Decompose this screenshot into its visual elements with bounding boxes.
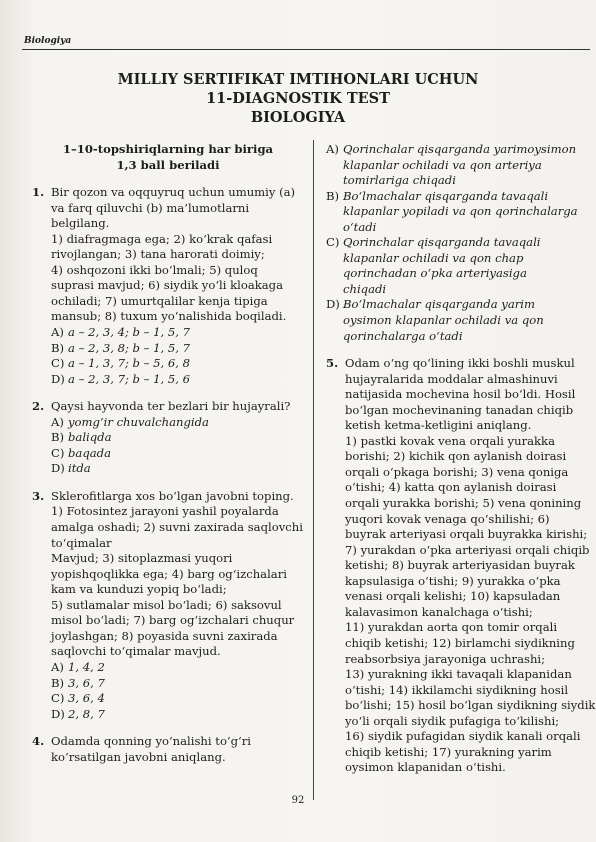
question-text-line: 13) yurakning ikki tavaqali klapanidan <box>345 667 572 682</box>
question-1 <box>32 185 304 387</box>
option-text: itda <box>68 461 91 476</box>
answer-option-c[interactable] <box>51 356 304 372</box>
question-text-line: buyrak arteriyasi orqali buyrakka kirishi; <box>345 527 588 542</box>
question-text-line: chiqib ketishi; 12) birlamchi siydikning <box>345 635 575 650</box>
option-label: D) <box>51 461 65 476</box>
question-text-line: ko‘rsatilgan javobni aniqlang. <box>51 749 226 764</box>
option-text-line: Qorinchalar qisqarganda tavaqali <box>343 235 541 250</box>
question-text-line: Sklerofitlarga xos bo‘lgan javobni toping. <box>51 488 294 503</box>
question-text-line: 5) sutlamalar misol bo‘ladi; 6) saksovul <box>51 597 282 612</box>
answer-option-b[interactable] <box>51 676 304 692</box>
option-text-line: Bo‘lmachalar qisqarganda yarim <box>343 297 535 312</box>
option-label: C) <box>51 445 65 460</box>
question-text-line: 1) Fotosintez jarayoni yashil poyalarda <box>51 504 279 519</box>
question-text-line: 1) diafragmaga ega; 2) ko‘krak qafasi <box>51 231 273 246</box>
section-note-line: 1,3 ball beriladi <box>116 157 220 172</box>
option-label: B) <box>51 340 65 355</box>
answer-options <box>51 325 304 387</box>
question-text-line: suprasi mavjud; 6) siydik yo‘li kloakaga <box>51 278 284 293</box>
question-text-line: o‘tishi; 14) ikkilamchi siydikning hosil <box>345 682 569 697</box>
option-text-line: klapanlar yopiladi va qon qorinchalarga <box>343 204 578 219</box>
question-text-line: 1) pastki kovak vena orqali yurakka <box>345 433 555 448</box>
question-text-line: borishi; 2) kichik qon aylanish doirasi <box>345 449 567 464</box>
option-text: a – 2, 3, 7; b – 1, 5, 6 <box>68 371 191 386</box>
option-text: a – 2, 3, 8; b – 1, 5, 7 <box>68 340 191 355</box>
running-head: Biologiya <box>24 36 72 46</box>
answer-options <box>51 415 304 477</box>
question-number: 4. <box>32 734 45 749</box>
option-label: C) <box>326 235 340 250</box>
question-text-line: joylashgan; 8) poyasida suvni zaxirada <box>51 628 278 643</box>
option-text-line: Qorinchalar qisqarganda yarimoysimon <box>343 142 577 156</box>
title-line: BIOLOGIYA <box>250 109 346 126</box>
question-text-line: kam va kunduzi yopiq bo‘ladi; <box>51 582 227 597</box>
page-number: 92 <box>291 795 305 806</box>
title-line: 11-DIAGNOSTIK TEST <box>206 90 390 107</box>
answer-option-a[interactable] <box>51 325 304 341</box>
question-text-line: Bir qozon va oqquyruq uchun umumiy (a) <box>51 185 296 200</box>
question-text-line: misol bo‘ladi; 7) barg og‘izchalari chuqur <box>51 613 295 628</box>
option-text-line: tomirlariga chiqadi <box>343 173 456 188</box>
answer-option-c[interactable] <box>51 446 304 462</box>
question-text-line: va farq qiluvchi (b) ma’lumotlarni <box>51 200 250 215</box>
question-text-line: orqali o‘pkaga borishi; 3) vena qoniga <box>345 464 569 479</box>
question-text-line: ketish ketma-ketligini aniqlang. <box>345 418 532 433</box>
answer-option-c[interactable] <box>51 691 304 707</box>
question-text-line: yuqori kovak venaga qo‘shilishi; 6) <box>345 511 550 526</box>
option-label: B) <box>51 675 65 690</box>
answer-option-a[interactable] <box>51 415 304 431</box>
answer-option-c[interactable] <box>326 235 596 297</box>
question-text-line: Qaysi hayvonda ter bezlari bir hujayrali? <box>51 399 291 414</box>
option-label: A) <box>326 142 339 156</box>
question-text-line: belgilang. <box>51 216 110 231</box>
option-label: B) <box>326 188 340 203</box>
question-text-line: bo‘lgan mochevinaning tanadan chiqib <box>345 402 574 417</box>
answer-option-d[interactable] <box>51 461 304 477</box>
option-label: C) <box>51 356 65 371</box>
option-label: C) <box>51 691 65 706</box>
option-text-line: chiqadi <box>343 281 387 296</box>
question-number: 3. <box>32 488 45 503</box>
option-text: a – 2, 3, 4; b – 1, 5, 7 <box>68 325 191 340</box>
question-text-line: saqlovchi to‘qimalar mavjud. <box>51 644 221 659</box>
question-4-answer-options <box>326 142 596 344</box>
answer-option-d[interactable] <box>326 297 596 344</box>
option-text: baqada <box>68 445 112 460</box>
question-text-line: bo‘lishi; 15) hosil bo‘lgan siydikning siydik <box>345 698 596 713</box>
question-4 <box>32 734 304 765</box>
question-text-line: rivojlangan; 3) tana harorati doimiy; <box>51 247 265 262</box>
question-text-line: oysimon klapanidan o‘tishi. <box>345 760 506 775</box>
question-3 <box>32 489 304 722</box>
question-text-line: chiqib ketishi; 17) yurakning yarim <box>345 744 552 759</box>
option-label: D) <box>51 371 65 386</box>
option-text: 2, 8, 7 <box>68 706 105 721</box>
option-label: B) <box>51 430 65 445</box>
option-text-line: klapanlar ochiladi va qon arteriya <box>343 157 542 172</box>
option-label: D) <box>326 297 340 312</box>
option-text-line: o‘tadi <box>343 219 377 234</box>
option-text: a – 1, 3, 7; b – 5, 6, 8 <box>68 356 191 371</box>
question-text-line: o‘tishi; 4) katta qon aylanish doirasi <box>345 480 557 495</box>
question-text-line: Odam o‘ng qo‘lining ikki boshli muskul <box>345 356 575 371</box>
option-text-line: oysimon klapanlar ochiladi va qon <box>343 313 544 328</box>
question-number: 5. <box>326 356 339 371</box>
title-line: MILLIY SERTIFIKAT IMTIHONLARI UCHUN <box>117 71 479 88</box>
option-text-line: qorinchadan o‘pka arteriyasiga <box>343 266 527 281</box>
question-text-line: Mavjud; 3) sitoplazmasi yuqori <box>51 551 233 566</box>
question-text-line: natijasida mochevina hosil bo‘ldi. Hosil <box>345 387 576 402</box>
left-column <box>32 142 304 777</box>
question-text-line: orqali yurakka borishi; 5) vena qonining <box>345 496 582 511</box>
answer-option-a[interactable] <box>51 660 304 676</box>
option-text: 1, 4, 2 <box>68 659 105 674</box>
question-text-line: kalavasimon kanalchaga o‘tishi; <box>345 604 533 619</box>
option-text: 3, 6, 4 <box>68 691 105 706</box>
header-rule <box>22 49 590 50</box>
section-note-line: 1–10-topshiriqlarning har biriga <box>62 142 274 156</box>
question-text-line: 7) yurakdan o‘pka arteriyasi orqali chiqib <box>345 542 590 557</box>
question-text-line: hujayralarida moddalar almashinuvi <box>345 371 558 386</box>
page-title <box>0 70 596 127</box>
question-text-line: yopishqoqlikka ega; 4) barg og‘izchalari <box>51 566 287 581</box>
question-2 <box>32 399 304 477</box>
question-text-line: 11) yurakdan aorta qon tomir orqali <box>345 620 558 635</box>
option-label: A) <box>51 414 64 429</box>
question-text-line: venasi orqali kelishi; 10) kapsuladan <box>345 589 561 604</box>
option-text: yomg‘ir chuvalchangida <box>68 414 209 429</box>
question-text-line: 4) oshqozoni ikki bo‘lmali; 5) quloq <box>51 262 258 277</box>
answer-option-d[interactable] <box>51 372 304 388</box>
question-number: 1. <box>32 185 45 200</box>
question-text-line: to‘qimalar <box>51 535 112 550</box>
option-label: D) <box>51 706 65 721</box>
option-text-line: qorinchalarga o‘tadi <box>343 328 463 343</box>
right-column <box>326 142 596 788</box>
question-text-line: 16) siydik pufagidan siydik kanali orqali <box>345 729 581 744</box>
answer-option-b[interactable] <box>51 430 304 446</box>
question-text-line: ochiladi; 7) umurtqalilar kenja tipiga <box>51 293 268 308</box>
question-text-line: reabsorbsiya jarayoniga uchrashi; <box>345 651 546 666</box>
answer-option-b[interactable] <box>51 341 304 357</box>
answer-option-a[interactable] <box>326 142 596 189</box>
column-divider <box>313 140 314 800</box>
option-text-line: Bo‘lmachalar qisqarganda tavaqali <box>343 188 549 203</box>
section-note <box>32 142 304 173</box>
answer-option-d[interactable] <box>51 707 304 723</box>
answer-option-b[interactable] <box>326 189 596 236</box>
option-text-line: klapanlar ochiladi va qon chap <box>343 250 524 265</box>
option-label: A) <box>51 325 64 340</box>
question-text-line: ketishi; 8) buyrak arteriyasidan buyrak <box>345 558 575 573</box>
question-text-line: Odamda qonning yo‘nalishi to‘g‘ri <box>51 734 251 749</box>
question-text-line: amalga oshadi; 2) suvni zaxirada saqlovchi <box>51 520 303 535</box>
option-label: A) <box>51 659 64 674</box>
option-text: 3, 6, 7 <box>68 675 105 690</box>
question-text-line: yo‘li orqali siydik pufagiga to‘kilishi; <box>345 713 560 728</box>
option-text: baliqda <box>68 430 112 445</box>
question-text-line: mansub; 8) tuxum yo‘nalishida boqiladi. <box>51 309 287 324</box>
answer-options <box>51 660 304 722</box>
question-5 <box>326 356 596 776</box>
question-text-line: kapsulasiga o‘tishi; 9) yurakka o‘pka <box>345 573 561 588</box>
question-number: 2. <box>32 399 45 414</box>
